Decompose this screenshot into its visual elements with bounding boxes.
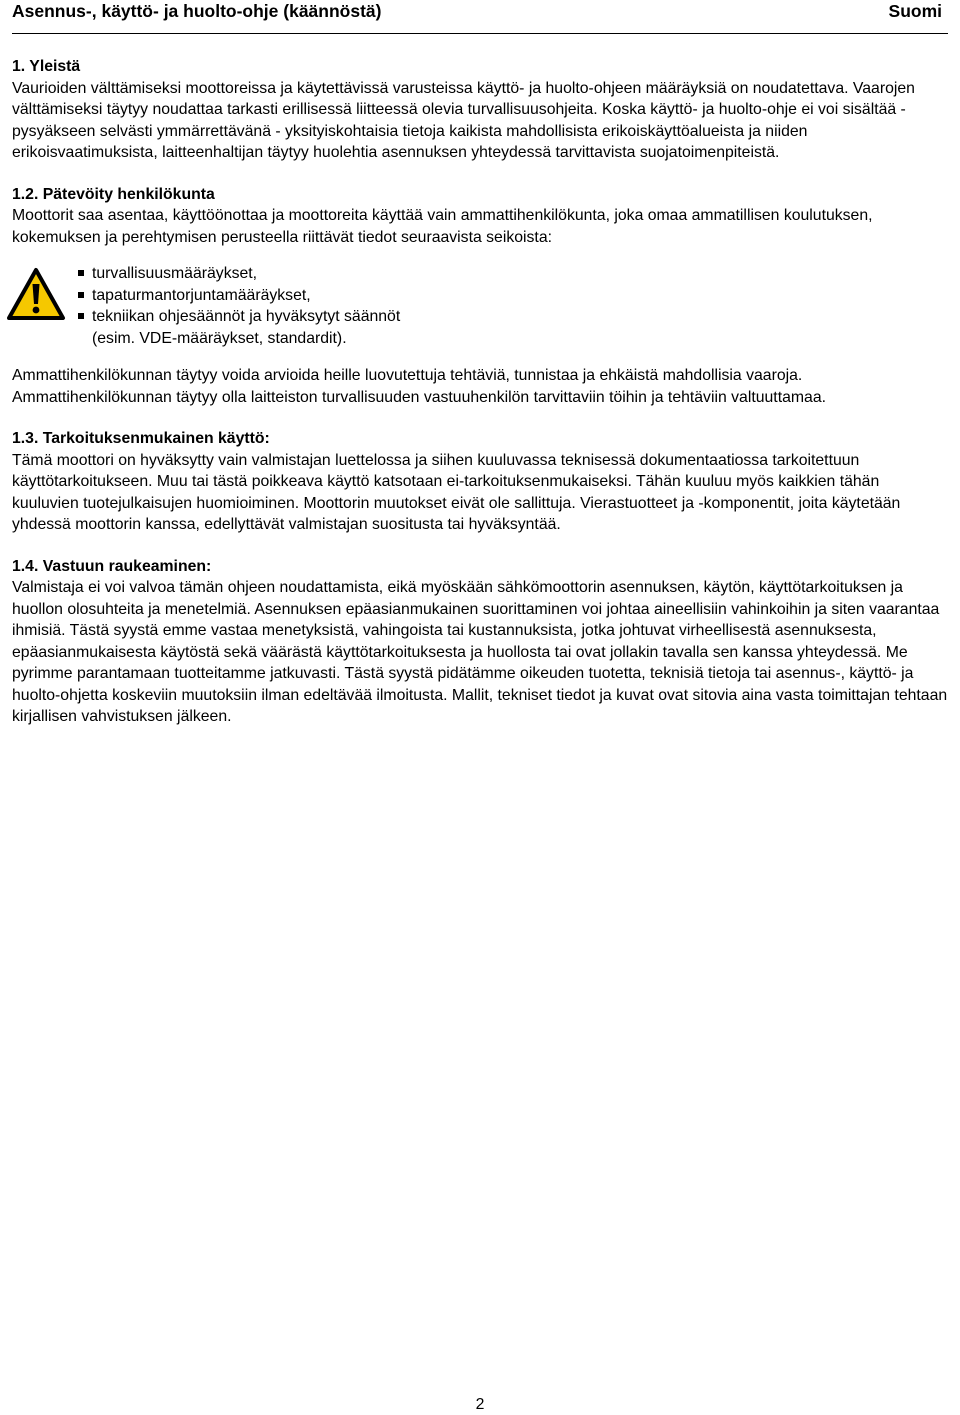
document-body [12, 56, 948, 748]
list-item-continuation: (esim. VDE-määräykset, standardit). [92, 329, 347, 347]
warning-block [12, 263, 948, 348]
section-heading: 1. Yleistä [12, 58, 81, 75]
bullet-square-icon [78, 313, 84, 319]
section-heading: 1.3. Tarkoituksenmukainen käyttö: [12, 430, 270, 447]
list-item: turvallisuusmääräykset, [78, 263, 400, 285]
section-qualified-personnel [12, 184, 948, 409]
section-heading: 1.4. Vastuun raukeaminen: [12, 557, 212, 575]
list-item: tekniikan ohjesäännöt ja hyväksytyt säännöt [78, 306, 400, 328]
bullet-square-icon [78, 270, 84, 276]
language-label: Suomi [888, 1, 942, 21]
section-intended-use [12, 428, 948, 536]
section-liability-exclusion [12, 556, 948, 728]
bullet-square-icon [78, 292, 84, 298]
section-paragraph: Moottorit saa asentaa, käyttöönottaa ja moottoreita käyttää vain ammattihenkilökunta, joka omaa ammatillisen koulutuksen, kokemuksen ja perehtymisen perusteella riittävät tiedot seuraavista seikoista: [12, 207, 873, 246]
warning-triangle-icon [6, 267, 66, 321]
requirements-list [78, 263, 400, 349]
page-header [12, 0, 948, 34]
section-paragraph: Tämä moottori on hyväksytty vain valmistajan luettelossa ja siihen kuuluvassa teknisessä dokumentaatiossa tarkoitettuun käyttötarkoitukseen. Muu tai tästä poikkeava käyttö katsotaan ei-tarkoituksenmukaiseksi. Tähän kuuluu myös kaikkien tähän kuuluvien tuotejulkaisujen huomioiminen. Moottorin muutokset eivät ole sallittuja. Vierastuotteet ja -komponentit, joita käytetään yhdessä moottorin kanssa, edellyttävät valmistajan suositusta tai hyväksyntää. [12, 451, 901, 533]
section-paragraph: Ammattihenkilökunnan täytyy voida arvioida heille luovutettuja tehtäviä, tunnistaa ja ehkäistä mahdollisia vaaroja. Ammattihenkilökunnan täytyy olla laitteiston turvallisuuden vastuuhenkilön tarvittaviin töihin ja tehtäviin valtuuttamaa. [12, 367, 826, 406]
list-item: tapaturmantorjuntamääräykset, [78, 285, 400, 307]
section-heading: 1.2. Pätevöity henkilökunta [12, 185, 215, 203]
page-number: 2 [475, 1396, 485, 1413]
section-paragraph: Valmistaja ei voi valvoa tämän ohjeen noudattamista, eikä myöskään sähkömoottorin asennuksen, käytön, käyttötarkoituksen ja huollon olosuhteita ja menetelmiä. Asennuksen epäasianmukainen suorittaminen voi johtaa aineellisiin vahinkoihin ja siten vaarantaa ihmisiä. Tästä syystä emme vastaa menetyksistä, vahingoista tai kustannuksista, jotka johtuvat virheellisestä asennuksesta, epäasianmukaisesta käytöstä sekä väärästä käyttötarkoituksesta ja huollosta tai ovat jollakin tavalla sen kanssa yhteydessä. Me pyrimme parantamaan tuotteitamme jatkuvasti. Tästä syystä pidätämme oikeuden tuotetta, teknisiä tietoja tai asennus-, käyttö- ja huolto-ohjetta koskeviin muutoksiin ilman edeltävää ilmoitusta. Mallit, tekniset tiedot ja kuvat ovat sitovia aina vasta toimittajan tehtaan kirjallisen vahvistuksen jälkeen. [12, 579, 948, 725]
document-title: Asennus-, käyttö- ja huolto-ohje (käännöstä) [12, 1, 382, 21]
section-general [12, 56, 948, 164]
section-paragraph: Vaurioiden välttämiseksi moottoreissa ja käytettävissä varusteissa käyttö- ja huolto-ohjeen määräyksiä on noudatettava. Vaarojen välttämiseksi täytyy noudattaa tarkasti erillisessä liitteessä olevia turvallisuusohjeita. Koska käyttö- ja huolto-ohje ei voi sisältää - pysyäkseen selvästi ymmärrettävänä - yksityiskohtaisia tietoja kaikista mahdollisista erikoiskäyttöalueista ja niiden erikoisvaatimuksista, laitteenhaltijan täytyy huolehtia asennuksen yhteydessä tarvittavista suojatoimenpiteistä. [12, 79, 915, 161]
